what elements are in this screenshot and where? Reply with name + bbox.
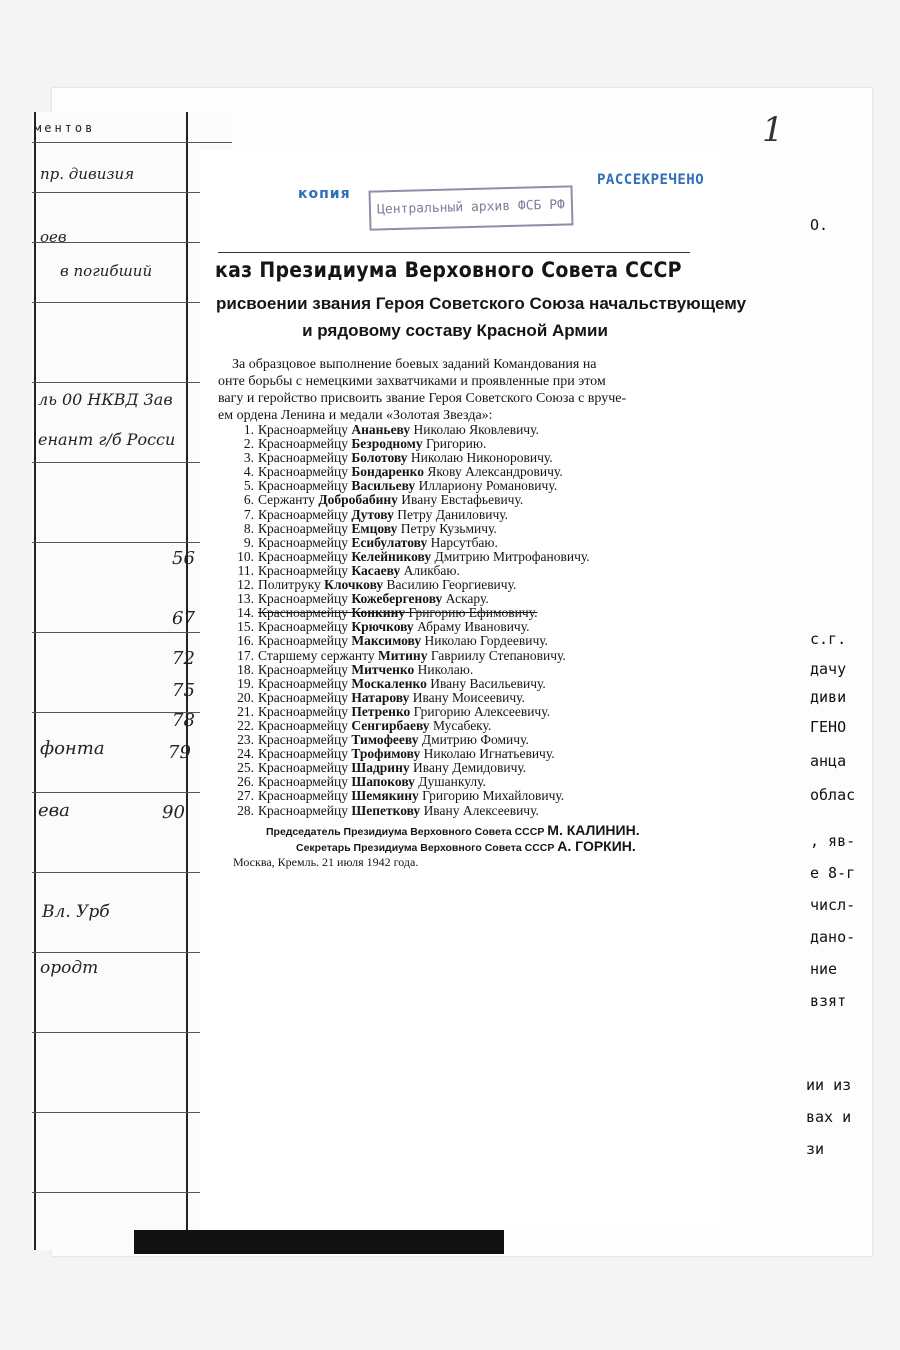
hero-entry: 24. Красноармейцу Трофимову Николаю Игнатьевичу. [237,746,555,762]
register-number: 56 [172,548,195,569]
hero-entry: 28. Красноармейцу Шепеткову Ивану Алексеевичу. [237,802,539,818]
hero-entry: 23. Красноармейцу Тимофееву Дмитрию Фомичу. [237,732,529,748]
hero-surname: Ананьеву [351,422,411,437]
intro-line: онте борьбы с немецкими захватчиками и проявленные при этом [218,374,606,389]
hero-surname: Крючкову [351,619,414,635]
archive-stamp: Центральный архив ФСБ РФ [369,185,574,230]
hero-entry: 14. Красноармейцу Конкину Григорию Ефимовичу. [237,605,538,621]
hero-surname: Кожебергенову [351,591,443,607]
right-fragment: дачу [810,660,847,678]
right-fragment: с.г. [810,630,847,648]
left-sheet-header: ментов [34,121,96,135]
right-fragment: диви [810,688,847,706]
hero-entry: 4. Красноармейцу Бондаренко Якову Александровичу. [243,464,563,480]
hero-entry: 13. Красноармейцу Кожебергенову Аскару. [237,591,489,607]
hero-surname: Конкину [351,605,406,621]
hero-entry: 16. Красноармейцу Максимову Николаю Гордеевичу. [237,633,549,649]
hero-surname: Болотову [351,450,408,466]
register-number: 79 [168,742,191,763]
chairman-signature: Председатель Президиума Верховного Совета СССР М. КАЛИНИН. [266,822,640,838]
hero-surname: Васильеву [351,478,416,494]
hero-surname: Дутову [351,506,394,522]
hero-surname: Емцову [351,520,398,536]
place-date: Москва, Кремль. 21 июля 1942 года. [233,855,419,869]
page-number-mark: 1 [762,110,784,150]
hero-surname: Митченко [351,661,415,677]
hero-surname: Трофимову [351,746,421,762]
right-fragment: анца [810,752,847,770]
hero-surname: Добробабину [318,492,398,508]
hero-entry: 20. Красноармейцу Натарову Ивану Моисеевичу. [237,689,525,705]
handwriting-line: ева [38,800,70,821]
hero-surname: Есибулатову [351,534,428,550]
hero-surname: Шапокову [351,774,415,790]
copy-stamp: копия [298,186,351,202]
hero-surname: Максимову [351,633,422,649]
handwriting-line: оев [40,228,67,246]
hero-entry: 19. Красноармейцу Москаленко Ивану Васильевичу. [237,675,546,691]
handwriting-line: ородт [40,958,99,978]
secretary-signature: Секретарь Президиума Верховного Совета СССР А. ГОРКИН. [296,838,636,854]
intro-line: ем ордена Ленина и медали «Золотая Звезда»: [218,408,493,423]
decree-subtitle: рисвоении звания Героя Советского Союза начальствующему [216,294,747,313]
right-fragment: дано- [810,928,856,946]
right-fragment: , яв- [810,832,856,850]
right-fragment: вах и [806,1108,852,1126]
hero-surname: Шемякину [351,788,419,804]
intro-line: За образцовое выполнение боевых заданий Командования на [232,357,597,372]
hero-surname: Шадрину [351,760,410,776]
hero-entry: 1. Красноармейцу Ананьеву Николаю Яковлевичу. [243,422,539,437]
right-fragment: облас [810,786,856,804]
hero-surname: Келейникову [351,548,432,564]
title-rule [218,252,690,253]
hero-entry: 18. Красноармейцу Митченко Николаю. [237,661,474,677]
hero-entry: 21. Красноармейцу Петренко Григорию Алексеевичу. [237,703,550,719]
hero-entry: 22. Красноармейцу Сенгирбаеву Мусабеку. [237,717,492,733]
chairman-name: М. КАЛИНИН. [547,822,640,838]
right-fragment: ние [810,960,838,978]
decree-title: каз Президиума Верховного Совета СССР [215,258,682,282]
right-fragment: О. [810,216,829,234]
hero-entry: 2. Красноармейцу Безродному Григорию. [243,436,487,452]
hero-entry: 17. Старшему сержанту Митину Гавриилу Степановичу. [237,647,566,663]
hero-entry: 6. Сержанту Добробабину Ивану Евстафьевичу. [243,492,524,508]
right-fragment: ГЕНО [810,718,847,736]
hero-entry: 3. Красноармейцу Болотову Николаю Никоноровичу. [243,450,553,466]
hero-surname: Касаеву [351,562,401,578]
hero-entry: 25. Красноармейцу Шадрину Ивану Демидовичу. [237,760,527,776]
hero-entry: 12. Политруку Клочкову Василию Георгиевичу. [237,577,517,593]
hero-entry: 27. Красноармейцу Шемякину Григорию Михайловичу. [237,788,565,804]
register-number: 78 [172,710,195,731]
right-fragment: е 8-г [810,864,856,882]
decree-intro [218,356,688,424]
hero-entry: 8. Красноармейцу Емцову Петру Кузьмичу. [243,520,497,536]
hero-entry: 26. Красноармейцу Шапокову Душанкулу. [237,774,486,790]
right-fragment: взят [810,992,847,1010]
register-number: 72 [172,648,195,669]
right-fragment: числ- [810,896,856,914]
hero-surname: Митину [377,647,428,663]
hero-entry: 5. Красноармейцу Васильеву Иллариону Романовичу. [243,478,558,494]
hero-surname: Сенгирбаеву [351,717,430,733]
register-number: 67 [172,608,195,629]
hero-surname: Безродному [351,436,423,452]
hero-entry: 7. Красноармейцу Дутову Петру Даниловичу. [243,506,509,522]
right-fragment: ии из [806,1076,852,1094]
hero-surname: Натарову [351,689,410,705]
handwriting-line: ль 00 НКВД 3ав [38,390,173,409]
handwriting-line: Вл. Урб [42,902,110,922]
hero-surname: Бондаренко [351,464,425,480]
hero-entry: 10. Красноармейцу Келейникову Дмитрию Митрофановичу. [237,548,590,564]
heroes-list [230,423,590,818]
secretary-name: А. ГОРКИН. [557,838,636,854]
hero-surname: Тимофееву [351,732,419,748]
hero-entry: 15. Красноармейцу Крючкову Абраму Ивановичу. [237,619,530,635]
hero-surname: Москаленко [351,675,427,691]
hero-entry: 11. Красноармейцу Касаеву Аликбаю. [237,562,460,578]
handwriting-line: пр. дивизия [40,165,135,183]
right-fragment: зи [806,1140,825,1158]
handwriting-line: в погибший [60,262,153,280]
handwriting-line: фонта [40,738,105,759]
hero-entry: 9. Красноармейцу Есибулатову Нарсутбаю. [243,534,498,550]
hero-surname: Шепеткову [351,802,421,818]
hero-surname: Петренко [351,703,411,719]
hero-surname: Клочкову [324,577,384,593]
scan-shadow-bar [134,1230,504,1254]
intro-line: вагу и геройство присвоить звание Героя Советского Союза с вруче- [218,391,627,406]
register-number: 75 [172,680,195,701]
register-number: 90 [162,802,185,823]
declassified-stamp: РАССЕКРЕЧЕНО [597,172,705,188]
decree-subtitle-2: и рядовому составу Красной Армии [302,321,608,340]
handwriting-line: енант г/б Росси [38,430,176,449]
